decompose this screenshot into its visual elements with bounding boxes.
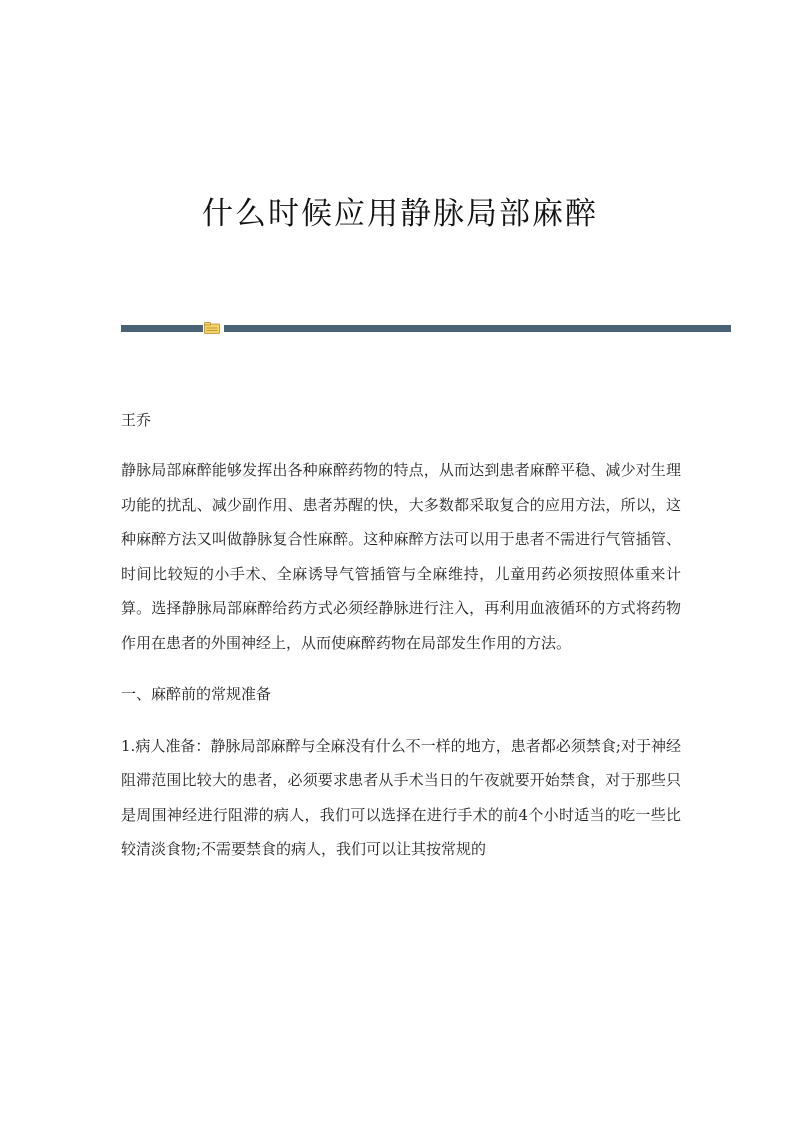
title-divider-right (224, 325, 731, 332)
intro-paragraph: 静脉局部麻醉能够发挥出各种麻醉药物的特点，从而达到患者麻醉平稳、减少对生理功能的扰乱、减少副作用、患者苏醒的快，大多数都采取复合的应用方法，所以，这种麻醉方法又叫做静脉复合性麻醉。这种麻醉方法可以用于患者不需进行气管插管、时间比较短的小手术、全麻诱导气管插管与全麻维持，儿童用药必须按照体重来计算。选择静脉局部麻醉给药方式必须经静脉进行注入，再利用血液循环的方式将药物作用在患者的外围神经上，从而使麻醉药物在局部发生作用的方法。 (121, 461, 681, 652)
author-name: 王乔 (121, 411, 152, 429)
section-heading: 一、麻醉前的常规准备 (121, 685, 272, 703)
document-body (121, 453, 681, 867)
document-title: 什么时候应用静脉局部麻醉 (202, 196, 598, 232)
list-paragraph: 1.病人准备：静脉局部麻醉与全麻没有什么不一样的地方，患者都必须禁食;对于神经阻滞范围比较大的患者，必须要求患者从手术当日的午夜就要开始禁食，对于那些只是周围神经进行阻滞的病人，我们可以选择在进行手术的前4个小时适当的吃一些比较清淡食物;不需要禁食的病人，我们可以让其按常规的 (121, 736, 681, 858)
title-divider-left (121, 325, 203, 332)
folder-icon (204, 322, 220, 334)
